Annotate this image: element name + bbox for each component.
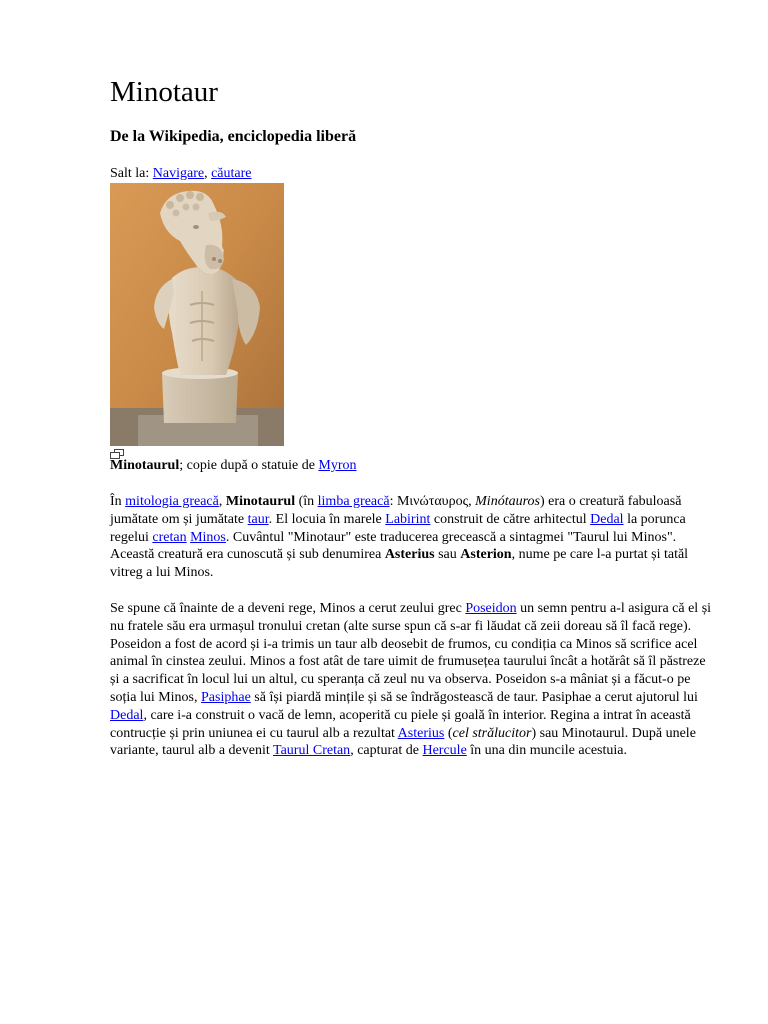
myron-link[interactable]: Myron (318, 458, 357, 473)
paragraph-legend (110, 600, 712, 760)
text: ) sau Minotaurul. După unele variante, taurul alb a devenit (110, 725, 696, 759)
enlarge-icon[interactable] (110, 446, 124, 456)
text: sau (434, 547, 461, 563)
taurul-cretan-link[interactable]: Taurul Cretan (273, 743, 351, 759)
text: . El locuia în marele (268, 511, 386, 527)
taur-link[interactable]: taur (247, 511, 269, 527)
jump-links (110, 165, 252, 183)
text: (în (295, 494, 318, 509)
text: în una din muncile acestuia. (466, 743, 627, 759)
jump-separator: , (204, 166, 212, 181)
text: la porunca regelui (110, 511, 686, 545)
text: , (218, 494, 226, 509)
poseidon-link[interactable]: Poseidon (465, 601, 517, 616)
text: , capturat de (350, 743, 423, 759)
page-title: Minotaur (110, 76, 218, 108)
image-caption (110, 457, 357, 475)
limba-greaca-link[interactable]: limba greacă (317, 494, 390, 509)
paragraph-intro (110, 493, 712, 582)
text: ( (444, 725, 453, 741)
minotaurul-bold: Minotaurul (225, 494, 296, 509)
cel-stralucitor-italic: cel strălucitor (452, 725, 532, 741)
labirint-link[interactable]: Labirint (385, 511, 431, 527)
asterius-bold: Asterius (384, 547, 435, 563)
statue-illustration (110, 183, 284, 446)
navigation-link[interactable]: Navigare (152, 166, 205, 181)
jump-prefix: Salt la: (110, 166, 153, 181)
dedal-link[interactable]: Dedal (590, 511, 624, 527)
mitologia-greaca-link[interactable]: mitologia greacă (125, 494, 219, 509)
minos-link[interactable]: Minos (190, 529, 226, 545)
hercule-link[interactable]: Hercule (422, 743, 467, 759)
text: . Cuvântul "Minotaur" este traducerea grecească a sintagmei "Taurul lui Minos". Această creatură era cunoscută și sub denumirea (110, 529, 677, 563)
text: , care i-a construit o vacă de lemn, acoperită cu piele și goală în interior. Regina a intrat în această contrucție și prin uniunea ei cu taurul alb a rezultat (110, 707, 691, 741)
text: ) era o creatură fabuloasă jumătate om și jumătate (110, 494, 682, 527)
site-subtitle: De la Wikipedia, enciclopedia liberă (110, 128, 357, 145)
asterius-link[interactable]: Asterius (397, 725, 445, 741)
text: Se spune că înainte de a deveni rege, Minos a cerut zeului grec (110, 601, 466, 616)
cretan-link[interactable]: cretan (152, 529, 187, 545)
text: construit de către arhitectul (430, 511, 591, 527)
search-link[interactable]: căutare (211, 166, 252, 181)
caption-text: ; copie după o statuie de (179, 458, 319, 473)
text: În (110, 494, 126, 509)
text: un semn pentru a-l asigura că el și nu fratele său era urmașul tronului cretan (alte surse spun că s-ar fi lăudat că zeii doreau să îl facă rege). Poseidon a fost de acord și i-a trimis un taur alb deosebit de frumos, cu condiția ca Minos să scrifice acel animal în cinstea zeului. Minos a fost atât de tare uimit de frumusețea taurului încât a hotărât să îl păstreze și a sacrificat în locul lui un altul, cu speranța că zeul nu va observa. Poseidon s-a mâniat și a făcut-o pe soția lui Minos, (110, 601, 712, 705)
text: : Μινώταυρος, (389, 494, 476, 509)
minotaur-statue-image[interactable] (110, 183, 284, 446)
text: să își piardă mințile și să se îndrăgostească de taur. Pasiphae a cerut ajutorul lui (250, 689, 698, 705)
asterion-bold: Asterion (460, 547, 512, 563)
text: , nume pe care l-a purtat și tatăl vitreg a lui Minos. (110, 547, 689, 581)
dedal-link-2[interactable]: Dedal (110, 707, 144, 723)
caption-bold: Minotaurul (110, 458, 180, 473)
pasiphae-link[interactable]: Pasiphae (201, 689, 251, 705)
minotauros-italic: Minótauros (475, 494, 540, 509)
